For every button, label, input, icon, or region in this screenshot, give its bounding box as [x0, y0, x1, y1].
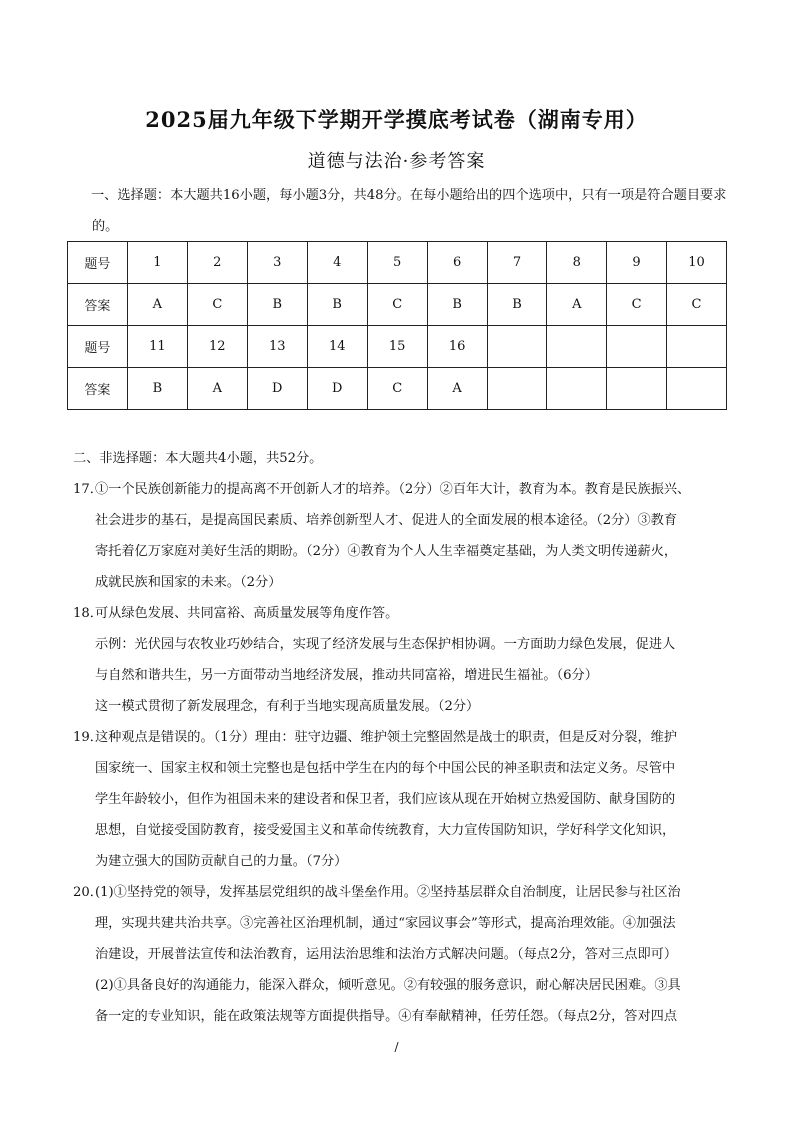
question-20	[73, 877, 733, 1032]
answer-table-cell: 3	[247, 242, 307, 284]
answer-table-cell: C	[187, 284, 247, 326]
answer-line: 治建设，开展普法宣传和法治教育，运用法治思维和法治方式解决问题。（每点2分，答对三点即可）	[95, 947, 678, 962]
answer-line: 备一定的专业知识，能在政策法规等方面提供指导。④有奉献精神，任劳任怨。（每点2分，答对四点	[95, 1009, 678, 1024]
section2-heading: 二、非选择题：本大题共4小题，共52分。	[73, 451, 323, 466]
answer-table-cell: C	[666, 284, 726, 326]
answer-table-row-label: 答案	[68, 284, 128, 326]
question-number: 17．	[73, 482, 103, 497]
answer-table-cell	[487, 368, 547, 410]
answer-table-cell: 10	[666, 242, 726, 284]
question-17	[73, 474, 733, 598]
answer-table-cell: 1	[127, 242, 187, 284]
answer-table-cell: A	[187, 368, 247, 410]
question-number: 20．	[73, 885, 103, 900]
answer-line: 学生年龄较小，但作为祖国未来的建设者和保卫者，我们应该从现在开始树立热爱国防、献身国防的	[95, 792, 676, 807]
answer-table-cell: D	[307, 368, 367, 410]
answer-table-row	[68, 242, 727, 284]
answer-line: 社会进步的基石，是提高国民素质、培养创新型人才、促进人的全面发展的根本途径。（2分）③教育	[95, 513, 678, 528]
answer-table-cell	[607, 326, 667, 368]
answer-line: (1)①坚持党的领导，发挥基层党组织的战斗堡垒作用。②坚持基层群众自治制度，让居民参与社区治	[95, 885, 681, 900]
answer-table-row-label: 题号	[68, 242, 128, 284]
answer-line: 与自然和谐共生，另一方面带动当地经济发展，推动共同富裕，增进民生福祉。（6分）	[95, 668, 598, 683]
answer-table-cell: B	[427, 284, 487, 326]
answer-line: 国家统一、国家主权和领土完整也是包括中学生在内的每个中国公民的神圣职责和法定义务。尽管中	[95, 761, 676, 776]
answer-table-row-label: 答案	[68, 368, 128, 410]
answer-table-cell	[666, 368, 726, 410]
answer-table-cell: B	[487, 284, 547, 326]
answer-table-cell: C	[607, 284, 667, 326]
question-number: 19．	[73, 730, 103, 745]
answer-table-row	[68, 368, 727, 410]
answer-line: 寄托着亿万家庭对美好生活的期盼。（2分）④教育为个人人生幸福奠定基础，为人类文明传递薪火，	[95, 544, 678, 559]
answer-table-cell: 11	[127, 326, 187, 368]
answer-table-cell: 2	[187, 242, 247, 284]
answer-table-cell: B	[307, 284, 367, 326]
section1-heading: 一、选择题：本大题共16小题，每小题3分，共48分。在每小题给出的四个选项中，只有一项是符合题目要求的。	[91, 188, 727, 234]
answer-table-cell	[547, 326, 607, 368]
answer-table-cell: 6	[427, 242, 487, 284]
answer-table-cell: C	[367, 368, 427, 410]
answer-table-row	[68, 326, 727, 368]
answer-table-cell	[487, 326, 547, 368]
page-title: 2025届九年级下学期开学摸底考试卷（湖南专用）	[145, 107, 648, 132]
answer-table-cell: A	[427, 368, 487, 410]
answer-line: 示例：光伏园与农牧业巧妙结合，实现了经济发展与生态保护相协调。一方面助力绿色发展，促进人	[95, 637, 676, 652]
answer-line: 可从绿色发展、共同富裕、高质量发展等角度作答。	[95, 606, 399, 621]
answer-table-cell	[666, 326, 726, 368]
answer-table-cell: A	[547, 284, 607, 326]
answer-table-cell: 4	[307, 242, 367, 284]
page-subtitle: 道德与法治·参考答案	[307, 151, 486, 172]
page-number: /	[394, 1040, 399, 1054]
answer-table-cell	[547, 368, 607, 410]
answer-table-cell: D	[247, 368, 307, 410]
answer-line: 成就民族和国家的未来。（2分）	[95, 575, 282, 590]
question-19	[73, 722, 733, 877]
answer-table-cell	[607, 368, 667, 410]
answer-line: 思想，自觉接受国防教育，接受爱国主义和革命传统教育，大力宣传国防知识，学好科学文化知识，	[95, 823, 676, 838]
answer-table-cell: 16	[427, 326, 487, 368]
answer-table-cell: A	[127, 284, 187, 326]
answer-line: 为建立强大的国防贡献自己的力量。（7分）	[95, 854, 348, 869]
answer-table-cell: 14	[307, 326, 367, 368]
answer-table-cell: 8	[547, 242, 607, 284]
answer-line: 这一模式贯彻了新发展理念，有利于当地实现高质量发展。（2分）	[95, 699, 480, 714]
question-18	[73, 598, 733, 722]
answer-table-cell: 15	[367, 326, 427, 368]
question-number: 18．	[73, 606, 103, 621]
answer-line: (2)①具备良好的沟通能力，能深入群众，倾听意见。②有较强的服务意识，耐心解决居民困难。③具	[95, 978, 681, 993]
answer-table-cell: 5	[367, 242, 427, 284]
answer-table-cell: 13	[247, 326, 307, 368]
answer-line: ①一个民族创新能力的提高离不开创新人才的培养。（2分）②百年大计，教育为本。教育是民族振兴、	[95, 482, 691, 497]
answer-table-row-label: 题号	[68, 326, 128, 368]
answer-table	[67, 241, 727, 410]
answer-table-cell: 7	[487, 242, 547, 284]
answer-table-cell: 12	[187, 326, 247, 368]
answer-line: 这种观点是错误的。（1分）理由：驻守边疆、维护领土完整固然是战士的职责，但是反对分裂，维护	[95, 730, 678, 745]
answer-line: 理，实现共建共治共享。③完善社区治理机制，通过“家园议事会”等形式，提高治理效能。④加强法	[95, 916, 676, 931]
answer-table-cell: 9	[607, 242, 667, 284]
answer-table-cell: B	[247, 284, 307, 326]
answer-table-row	[68, 284, 727, 326]
answer-table-cell: B	[127, 368, 187, 410]
answer-table-cell: C	[367, 284, 427, 326]
